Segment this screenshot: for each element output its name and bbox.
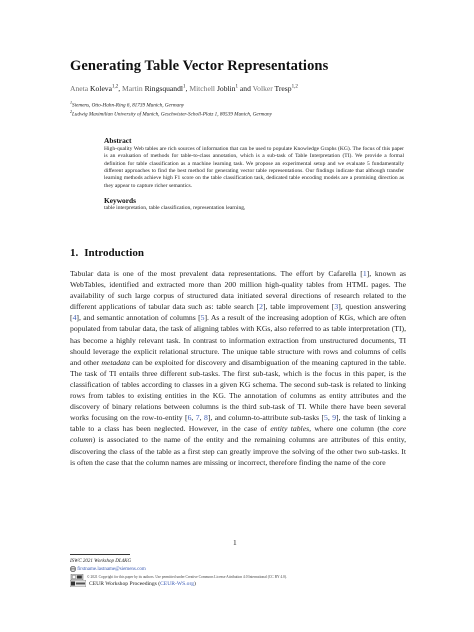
ceur-row: [70, 580, 196, 587]
keywords-text: table interpretation, table classification, representation learning,: [104, 205, 246, 212]
citation-link[interactable]: 2: [259, 302, 263, 312]
introduction-body: Tabular data is one of the most prevalent data representations. The effort by Cafarella [1], known as WebTables, identified and extracted more than 200 million high-quality tables from HTML pages. The availability of such large corpus of structured data initiated several directions of research related to the different applications of tabular data such as: table search [2], table improvement [3], question answering [4], and semantic annotation of columns [5]. As a result of the increasing adoption of KGs, which are often populated from tabular data, the task of aligning tables with KGs, also referred to as table interpretation (TI), has become a highly relevant task. In contrast to information extraction from unstructured documents, TI should leverage the explicit relational structure. The unique table structure with rows and columns of cells and other metadata can be exploited for discovery and disambiguation of the meaning captured in the table. The task of TI entails three different sub-tasks. The first sub-task, which is the focus in this paper, is the classification of tables according to classes in a given KG schema. The second sub-task is related to linking rows from tables to existing entities in the KG. The annotation of columns as entity attributes and the discovery of binary relations between columns is the third sub-task of TI. While there have been several works focusing on the row-to-entity [6, 7, 8], and column-to-attribute sub-tasks [5, 9], the task of linking a table to a class has been neglected. However, in the case of entity tables, where one column (the core column) is associated to the name of the entity and the remaining columns are attributes of this entity, discovering the class of the table as a first step can greatly improve the solving of the other two sub-tasks. It is often the case that the column names are missing or incorrect, therefore finding the name of the core: [70, 269, 407, 467]
copyright-text: © 2021 Copyright for this paper by its authors. Use permitted under Creative Commons License Attribution 4.0 International (CC BY 4.0).: [86, 574, 287, 579]
footer-venue: ISWC 2021 Workshop DL4KG: [70, 559, 132, 564]
citation-link[interactable]: 6: [187, 413, 192, 423]
envelope-icon: [70, 566, 76, 572]
ceur-link[interactable]: CEUR-WS.org: [160, 580, 195, 587]
author-email[interactable]: firstname.lastname@siemens.com: [77, 567, 146, 573]
citation-link[interactable]: 7: [195, 413, 200, 423]
affiliation-2: $^2$Ludwig Maximilian University of Munich, Geschwister-Scholl-Platz 1, 80539 Munich, Germany: [70, 109, 272, 118]
citation-link[interactable]: 8: [203, 413, 208, 423]
author: Mitchell Joblin$^1$: [189, 84, 239, 93]
ceur-logo-icon: [70, 580, 86, 587]
keywords-heading: Keywords: [104, 196, 137, 206]
author: Volker Tresp$^{1,2}$: [252, 84, 298, 93]
citation-link[interactable]: 3: [334, 302, 339, 312]
citation-link[interactable]: 1: [362, 269, 367, 278]
footer-divider: [70, 554, 130, 555]
author: Aneta Koleva$^{1,2}$: [70, 84, 119, 93]
paper-title: Generating Table Vector Representations: [70, 58, 329, 74]
citation-link[interactable]: 5: [324, 413, 328, 423]
affiliation-1: $^1$Siemens, Otto-Hahn-Ring 6, 81739 Munich, Germany: [70, 100, 185, 109]
citation-link[interactable]: 9: [332, 413, 337, 423]
abstract-heading: Abstract: [104, 136, 132, 145]
footer-email-row: [70, 566, 146, 572]
page-number: 1: [233, 538, 237, 547]
citation-link[interactable]: 4: [72, 313, 77, 323]
abstract-text: High-quality Web tables are rich sources of information that can be used to populate Knowledge Graphs (KG). The focus of this paper is an evaluation of methods for table-to-class annotation, which is a sub-task of Table Interpretation (TI). We provide a formal definition for table classification as a machine learning task. We propose an experimental setup and we evaluate 5 fundamentally different approaches to find the best method for generating vector table representations. Our findings indicate that although transfer learning methods achieve high F1 score on the table classification task, dedicated table encoding models are a promising direction as they appear to capture richer semantics.: [104, 146, 404, 189]
section-heading: 1. Introduction: [70, 247, 144, 259]
abstract-block: [104, 136, 404, 211]
author-list: Aneta Koleva$^{1,2}$, Martin Ringsquandl$^1$, Mitchell Joblin$^1$ and Volker Tresp$^{1,2}$: [70, 84, 298, 93]
ceur-text: CEUR Workshop Proceedings (CEUR-WS.org): [89, 580, 196, 587]
author: Martin Ringsquandl$^1$: [122, 84, 186, 93]
citation-link[interactable]: 5: [200, 313, 205, 323]
